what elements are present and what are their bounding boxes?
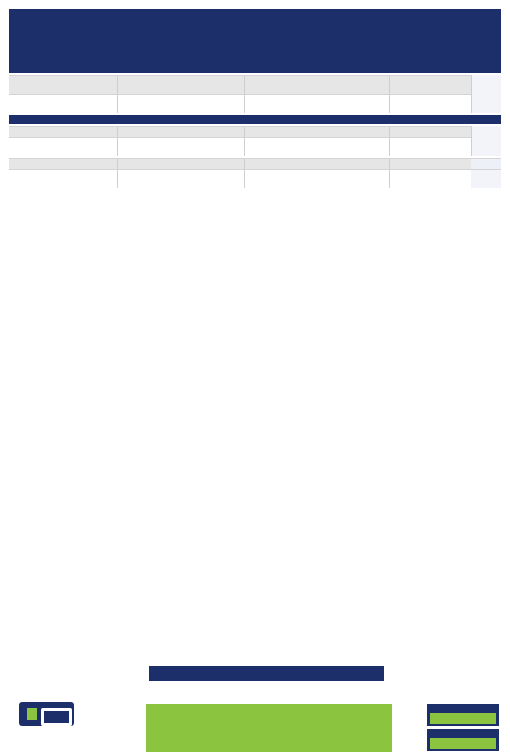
- route-cell: [471, 159, 501, 169]
- motzash-times: [9, 159, 117, 169]
- motzash-times: [9, 138, 117, 156]
- schedule-table: [9, 59, 501, 188]
- friday-times: [117, 127, 244, 137]
- dest-cell: [389, 76, 471, 94]
- code-kavim: [427, 704, 499, 726]
- friday-times: [117, 138, 244, 156]
- header: [9, 9, 501, 59]
- code-national-value[interactable]: [430, 738, 496, 749]
- stop-cell: [244, 159, 389, 169]
- table-row: [9, 169, 501, 188]
- motzash-times: [9, 95, 117, 113]
- motzash-times: [9, 76, 117, 94]
- friday-times: [117, 95, 244, 113]
- page-title: [9, 9, 501, 12]
- route-group: [9, 158, 501, 188]
- table-row: [9, 126, 501, 137]
- motzash-times: [9, 170, 117, 188]
- logo-icon: [19, 702, 74, 726]
- code-national: [427, 729, 499, 751]
- column-headers: [9, 59, 501, 73]
- friday-times: [117, 159, 244, 169]
- route-number: [471, 75, 501, 113]
- motzash-times: [9, 127, 117, 137]
- table-row: [9, 158, 501, 169]
- table-row: [9, 75, 501, 94]
- section-title: [9, 115, 501, 124]
- kavim-logo: [19, 702, 74, 742]
- dest-cell: [389, 95, 471, 113]
- friday-times: [117, 170, 244, 188]
- dest-cell: [389, 138, 471, 156]
- route-group: [9, 126, 501, 156]
- footnotes: [146, 704, 392, 752]
- dest-cell: [389, 127, 471, 137]
- stop-cell: [244, 138, 389, 156]
- dest-cell: [389, 170, 471, 188]
- route-group: [9, 75, 501, 113]
- table-row: [9, 137, 501, 156]
- weekday-notice: [149, 666, 384, 681]
- dest-cell: [389, 159, 471, 169]
- footer: [9, 660, 501, 753]
- friday-times: [117, 76, 244, 94]
- route-number: [471, 126, 501, 156]
- stop-cell: [244, 95, 389, 113]
- code-kavim-value[interactable]: [430, 713, 496, 724]
- schedule-body: [9, 75, 501, 188]
- table-row: [9, 94, 501, 113]
- phone-codes: [427, 704, 499, 753]
- stop-cell: [244, 127, 389, 137]
- stop-cell: [244, 170, 389, 188]
- stop-cell: [244, 76, 389, 94]
- route-cell: [471, 170, 501, 188]
